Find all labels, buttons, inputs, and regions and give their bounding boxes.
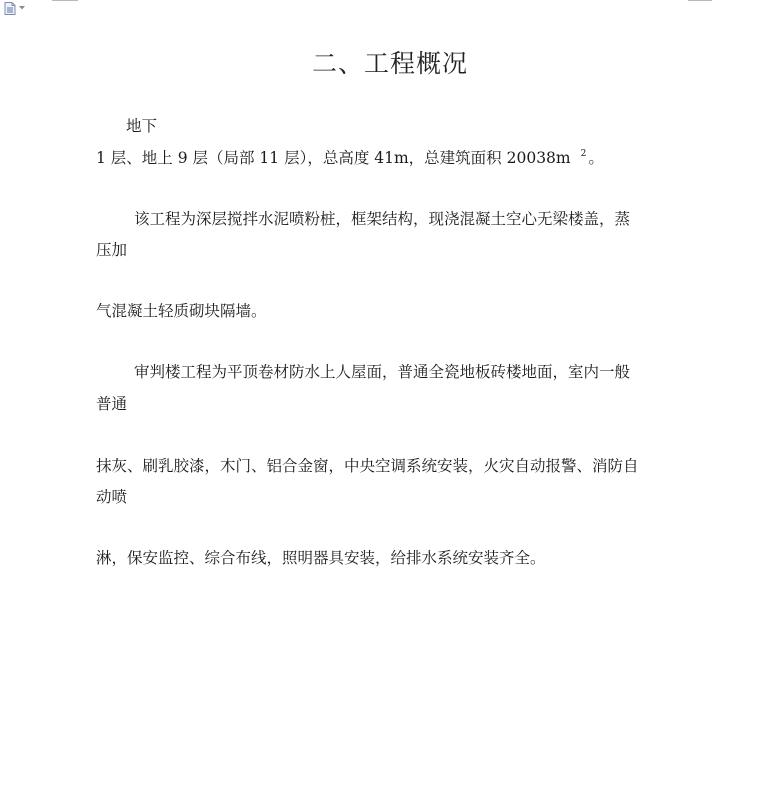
paragraph-2-line-3: 气混凝土轻质砌块隔墙。 — [96, 302, 267, 320]
paragraph-3-line-2: 普通 — [96, 395, 128, 413]
paragraph-2-line-1: 该工程为深层搅拌水泥喷粉桩，框架结构，现浇混凝土空心无梁楼盖，蒸 — [134, 210, 631, 228]
paragraph-2-line-2: 压加 — [96, 241, 128, 259]
paragraph-3-line-3: 抹灰、刷乳胶漆，木门、铝合金窗，中央空调系统安装，火灾自动报警、消防自 — [96, 457, 639, 475]
paragraph-1-line-2 — [96, 146, 604, 168]
document-title: 二、工程概况 — [311, 49, 468, 78]
paragraph-1-text: 1 层、地上 9 层（局部 11 层），总高度 41m，总建筑面积 20038m — [96, 149, 571, 167]
document-menu[interactable] — [4, 2, 30, 14]
paragraph-3-line-1: 审判楼工程为平顶卷材防水上人屋面，普通全瓷地板砖楼地面，室内一般 — [134, 363, 631, 381]
document-icon[interactable] — [4, 2, 16, 15]
paragraph-1-end: 。 — [588, 149, 604, 167]
crop-mark-right — [688, 0, 712, 1]
chevron-down-icon[interactable] — [19, 6, 25, 10]
crop-mark-left — [52, 0, 78, 1]
paragraph-3-line-5: 淋，保安监控、综合布线，照明器具安装，给排水系统安装齐全。 — [96, 549, 546, 567]
paragraph-1-line-1: 地下 — [126, 117, 158, 135]
superscript-2: 2 — [580, 149, 587, 159]
paragraph-3-line-4: 动喷 — [96, 488, 128, 506]
